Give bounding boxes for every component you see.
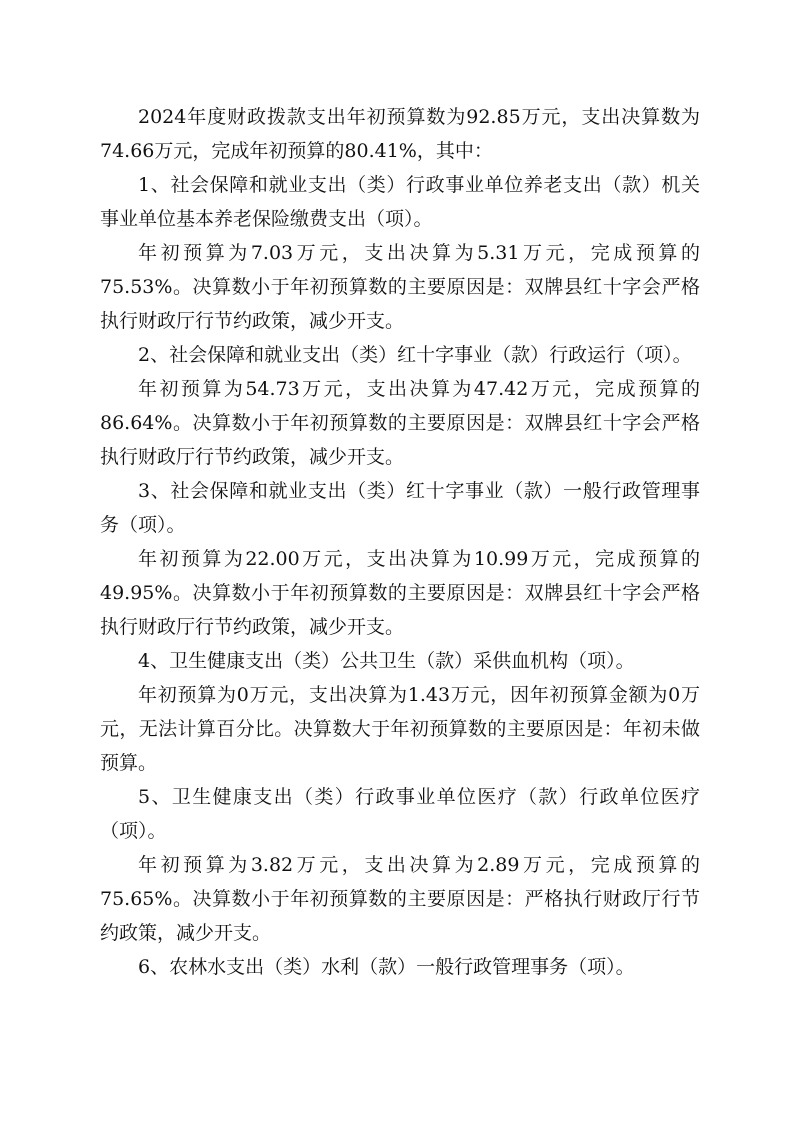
paragraph-summary: 2024年度财政拨款支出年初预算数为92.85万元，支出决算数为74.66万元，完成年初预算的80.41%，其中： xyxy=(100,106,700,162)
paragraph-item-5-heading: 5、卫生健康支出（类）行政事业单位医疗（款）行政单位医疗（项）。 xyxy=(100,786,700,842)
paragraph-item-4-heading: 4、卫生健康支出（类）公共卫生（款）采供血机构（项）。 xyxy=(138,650,635,672)
paragraph-item-2-detail: 年初预算为54.73万元，支出决算为47.42万元，完成预算的86.64%。决算数小于年初预算数的主要原因是：双牌县红十字会严格执行财政厅行节约政策，减少开支。 xyxy=(100,378,700,468)
paragraph-item-6-heading: 6、农林水支出（类）水利（款）一般行政管理事务（项）。 xyxy=(138,956,635,978)
paragraph-item-1-detail: 年初预算为7.03万元，支出决算为5.31万元，完成预算的75.53%。决算数小于年初预算数的主要原因是：双牌县红十字会严格执行财政厅行节约政策，减少开支。 xyxy=(100,242,700,332)
document-body xyxy=(100,100,700,984)
paragraph-item-5-detail: 年初预算为3.82万元，支出决算为2.89万元，完成预算的75.65%。决算数小于年初预算数的主要原因是：严格执行财政厅行节约政策，减少开支。 xyxy=(100,854,700,944)
paragraph-item-3-detail: 年初预算为22.00万元，支出决算为10.99万元，完成预算的49.95%。决算数小于年初预算数的主要原因是：双牌县红十字会严格执行财政厅行节约政策，减少开支。 xyxy=(100,548,700,638)
paragraph-item-2-heading: 2、社会保障和就业支出（类）红十字事业（款）行政运行（项）。 xyxy=(138,344,692,366)
paragraph-item-4-detail: 年初预算为0万元，支出决算为1.43万元，因年初预算金额为0万元，无法计算百分比。决算数大于年初预算数的主要原因是：年初未做预算。 xyxy=(100,684,700,774)
paragraph-item-3-heading: 3、社会保障和就业支出（类）红十字事业（款）一般行政管理事务（项）。 xyxy=(100,480,700,536)
paragraph-item-1-heading: 1、社会保障和就业支出（类）行政事业单位养老支出（款）机关事业单位基本养老保险缴费支出（项）。 xyxy=(100,174,700,230)
